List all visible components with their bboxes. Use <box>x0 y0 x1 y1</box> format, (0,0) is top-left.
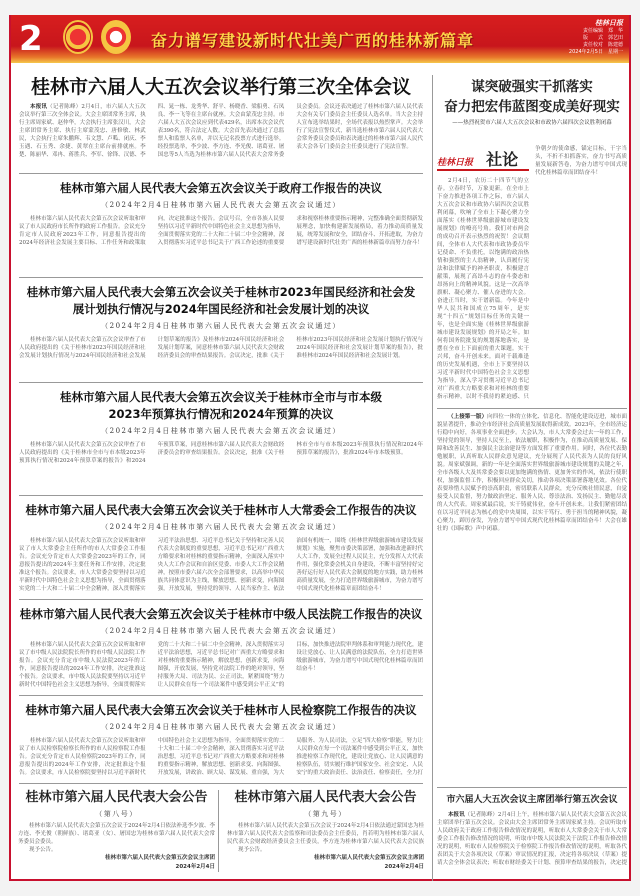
divider <box>19 599 423 600</box>
presidium-text: （记者陈峰）2月4日上午，桂林市第六届人民代表大会第五次会议主席团举行第五次会议。会议由大会主席团常务主席周家斌主持。会议听取市人民政府关于政府工作报告修改情况的说明，听取市人大常委会关于市人大常委会工作报告修改情况的说明，听取市中级人民法院关于法院工作报告修改情况的说明，听取市人民检察院关于检察院工作报告修改情况的说明，听取各代表团关于大会各项决议（草案）审议情况的汇报，决定将各项决议（草案）提请大会全体会议表决；听取市财经委关于计划、预算审查结果的报告，决定提 <box>437 812 627 866</box>
divider <box>19 783 423 784</box>
editorial-title-line1: 谋突破强实干抓落实 <box>471 79 593 95</box>
credit-proofreader: 责任校对 陈建德 <box>582 42 623 48</box>
announcement-number: （第八号） <box>95 810 138 818</box>
resolution-procuratorate-body: 桂林市第六届人民代表大会第五次会议听取和审议了市人民检察院检察长所作的市人民检察院工作报告。会议充分肯定市人民检察院2023年的工作，同意报告提出的2024年工作安排，决定批准这个报告。会议要求，市人民检察院要坚持以习近平新时代中国特色社会主义思想为指导，全面贯彻落实党的二十大和二十届二中全会精神，深入贯彻落实习近平法治思想，习近平总书记对广西重大方略要求和对桂林的重要指示精神，解放思想、创新求变、向海图强、开放发展，讲政治、顾大局、谋发展、重自强，为大局服务、为人民司法，立足“四大检察”职能，努力让人民群众在每一个司法案件中感受到公平正义，加快推进检察工作现代化，建设让党放心、让人民满意的检察队伍，切实履行维护国家安全、社会安定、人民安宁的重大政治责任、法治责任、检察责任，全力打 <box>19 738 423 776</box>
page-number: 2 <box>19 19 43 59</box>
announcement-no-8 <box>15 790 219 872</box>
paper-logo: 桂林日报 <box>595 18 623 27</box>
resolution-government-report-subtitle: （2024年2月4日桂林市第六届人民代表大会第五次会议通过） <box>101 201 341 209</box>
announcement-title: 桂林市第六届人民代表大会公告 <box>25 790 208 805</box>
right-column-lower <box>437 413 627 867</box>
lead-text: （记者陈峰）2月4日，市六届人大五次会议举行第三次全体会议。大会主席团常务主席，执行主席周家斌、赵仲华，大会执行主席张汉川，大会主席团常务主席、执行主席蒙茂忠、唐修敏、林武民，大会执行主席朱鹏辉、韦文慧、卢呱、闭庆、李玉遇、石玉秀、余捷、黄翠在主席台前排就座。李楚、陈丽华、邓冉、蒋胜兵、李军、徐锋、汉德、李四、晁一栋、龙秀华、舒平、杨晓香、梁船勇、石凤良、李一飞等在主席台就座。大会由蒙茂忠主持。市六届人大五次会议应到代表429名，出席本次会议代表390名，符合法定人数。大会首先表决通过了总监票人和监票人名单，并以无记名投票方式进行选举。经投票选举，李少波、李方连、李光俊、诸葛亚、屠国忠等5人当选为桂林市第六届人民代表大会常务委员会委员。会议还表决通过了桂林市第六届人民代表大会有关专门委员会主任委员人选名单。当大会主持人宣布选举结果时，全场代表报以热烈掌声。大会举行了宪法宣誓仪式，新当选桂林市第六届人民代表大会常务委员会委员和表决通过的桂林市第六届人民代表大会各专门委员会主任委员进行了宪法宣誓。 <box>19 104 423 158</box>
editorial-continuation: 争朝夕的使命感，锚定目标，干字当头，不折不扣抓落实，奋力书写高质量发展新答卷，为奋力谱写中国式现代化桂林篇章而团结奋斗！ <box>535 146 627 176</box>
column-divider <box>432 75 433 881</box>
announcement-title: 桂林市第六届人民代表大会公告 <box>234 790 417 805</box>
resolution-intermediate-court-title: 桂林市第六届人民代表大会第五次会议关于桂林市中级人民法院工作报告的决议 <box>19 607 423 621</box>
divider <box>19 695 423 696</box>
resolution-development-plan-title: 桂林市第六届人民代表大会第五次会议关于桂林市2023年国民经济和社会发展计划执行情况与2024年国民经济和社会发展计划的决议 <box>26 285 416 316</box>
masthead-meta <box>569 18 623 56</box>
paper-brand: 桂林日报 <box>437 158 474 168</box>
continued-article <box>437 413 627 781</box>
announcement-date: 2024年2月4日 <box>175 864 215 870</box>
announcement-closing: 现予公告。 <box>29 847 57 853</box>
cppcc-emblem-icon <box>101 20 131 54</box>
divider <box>19 382 423 383</box>
divider <box>19 173 423 174</box>
lead-headline: 桂林市六届人大五次会议举行第三次全体会议 <box>30 76 411 98</box>
editorial-subtitle: ——热烈祝贺市六届人大五次会议和市政协六届四次会议胜利闭幕 <box>452 120 612 126</box>
resolution-procuratorate-title: 桂林市第六届人民代表大会第五次会议关于桂林市人民检察院工作报告的决议 <box>25 703 417 717</box>
resolution-intermediate-court-subtitle: （2024年2月4日桂林市第六届人民代表大会第五次会议通过） <box>101 627 341 635</box>
credit-editor: 责任编辑 郑 华 <box>582 28 623 34</box>
resolution-budget-subtitle: （2024年2月4日桂林市第六届人民代表大会第五次会议通过） <box>101 427 341 435</box>
newspaper-page <box>9 15 631 881</box>
editorial <box>437 77 627 400</box>
editorial-label-block <box>437 147 529 171</box>
masthead <box>11 15 629 63</box>
announcement-body: 桂林市第六届人民代表大会第五次会议于2024年2月4日依法通过蒙国忠为桂林市第六届人民代表大会监察和司法委员会主任委员，肖若明为桂林市第六届人民代表大会财政经济委员会主任委员，李方连为桂林市第六届人民代表大会民族 <box>227 823 424 845</box>
resolution-development-plan-body: 桂林市第六届人民代表大会第五次会议审查了市人民政府提出的《关于桂林市2023年国民经济和社会发展计划执行情况与2024年国民经济和社会发展计划草案的报告》及桂林市2024年国民经济和社会发展计划草案，同意桂林市第六届人民代表大会财政经济委员会的审查结果报告。会议决定，批准《关于桂林市2023年国民经济和社会发展计划执行情况与2024年国民经济和社会发展计划草案的报告》，批准桂林市2024年国民经济和社会发展计划。 <box>19 337 423 359</box>
editorial-label: 社论 <box>486 150 519 169</box>
resolution-budget-body: 桂林市第六届人民代表大会第五次会议审查了市人民政府提出的《关于桂林市全市与市本级2023年预算执行情况和2024年预算草案的报告》和2024年预算草案，同意桂林市第六届人民代表大会财政经济委员会的审查结果报告。会议决定，批准《关于桂林市全市与市本级2023年预算执行情况和2024年预算草案的报告》，批准2024年市本级预算。 <box>19 442 423 464</box>
announcement-no-9 <box>219 790 427 872</box>
announcement-closing: 现予公告。 <box>238 847 266 853</box>
left-column <box>15 75 427 872</box>
resolution-budget-title: 桂林市第六届人民代表大会第五次会议关于桂林市全市与市本级2023年预算执行情况和2024年预算的决议 <box>60 390 382 421</box>
presidium-body <box>437 811 627 867</box>
editorial-title-line2: 奋力把宏伟蓝图变成美好现实 <box>444 99 620 115</box>
announcements <box>15 790 427 872</box>
masthead-title: 奋力谱写建设新时代壮美广西的桂林新篇章 <box>151 31 475 50</box>
resolution-npc-standing-committee-title: 桂林市第六届人民代表大会第五次会议关于桂林市人大常委会工作报告的决议 <box>25 503 417 517</box>
announcement-signer: 桂林市第六届人民代表大会第五次会议主席团 <box>104 855 215 861</box>
divider <box>437 787 627 788</box>
announcement-date: 2024年2月4日 <box>384 864 424 870</box>
announcement-body: 桂林市第六届人民代表大会第五次会议于2024年2月4日依法补选李少波、李方连、李光俊（朝鲜族）、诸葛亚（女）、屠国忠为桂林市第六届人民代表大会常务委员会委员。 <box>18 823 215 845</box>
resolution-intermediate-court-body: 桂林市第六届人民代表大会第五次会议听取和审议了市中级人民法院院长所作的市中级人民法院工作报告。会议充分肯定市中级人民法院2023年的工作，同意报告提出的2024年工作安排，决定批准这个报告。会议要求，市中级人民法院要坚持以习近平新时代中国特色社会主义思想为指导，全面贯彻落实党的二十大和二十届二中全会精神，深入贯彻落实习近平法治思想，习近平总书记对广西重大方略要求和对桂林的重要指示精神，解放思想，创新求变，向海图强，开放发展，坚持党对法院工作的绝对领导，坚持服务大局、司法为民、公正司法，紧紧围绕“努力让人民群众在每一个司法案件中感受到公平正义”的目标，加快推进法院审判体系和审判能力现代化，建设让党放心、让人民满意的法院队伍，全力打造世界级旅游城市，为奋力谱写中国式现代化桂林篇章而团结奋斗！ <box>19 642 423 688</box>
resolution-government-report-title: 桂林市第六届人民代表大会第五次会议关于政府工作报告的决议 <box>60 181 382 195</box>
resolution-procuratorate-subtitle: （2024年2月4日桂林市第六届人民代表大会第五次会议通过） <box>101 723 341 731</box>
resolution-npc-standing-committee-subtitle: （2024年2月4日桂林市第六届人民代表大会第五次会议通过） <box>101 523 341 531</box>
divider <box>19 495 423 496</box>
announcement-signer: 桂林市第六届人民代表大会第五次会议主席团 <box>313 855 424 861</box>
continued-text: 向四位一体的立体化、信息化、智能化建设迈进，城市面貌显著提升，推动全市经济社会高质量发展取得新成效。2023年，全市经济运行稳中向好，各项事业全面进步。大会认为，市人大常委会过去一年的工作，坚持党的领导，坚持人民至上，依法履职，积极作为，在推动高质量发展、保障和改善民生、加强民主法治建设等方面发挥了重要作用。同时，各位代表勤勉履职，认真听取人民群众意见建议，充分展现了人民代表为人民的良好风貌。周家斌强调，新的一年是全面落实世界级旅游城市建设规划的关键之年，全市各级人大及其常委会要以更加饱满的热情、更加务实的作风，依法行使职权，加强监督工作，积极回应群众关切，推动各项决策部署落地见效。各位代表要珍惜人民赋予的崇高职责，密切联系人民群众，充分反映社情民意，自觉接受人民监督，努力做政治坚定、服务人民、尊崇法治、发扬民主、勤勉尽责的人大代表。周家斌最后说，实干铸就伟业，奋斗开创未来。让我们紧密团结在以习近平同志为核心的党中央周围，以实干笃行、勇于担当的精神风貌，凝心聚力，踔厉奋发，为奋力谱写中国式现代化桂林篇章而团结奋斗！大会在雄壮的《国际歌》声中闭幕。 <box>437 414 627 532</box>
dateline: 本报讯 <box>30 104 48 110</box>
editorial-body-col2 <box>535 145 627 401</box>
dateline: 本报讯 <box>448 812 465 818</box>
editorial-body-col1: 2月4日，农历二十四节气的立春。立春时节，万象更新。在全市上下奋力推进各项工作之际，市六届人大五次会议和市政协六届四次会议胜利闭幕，吹响了全市上下凝心聚力全面落实《桂林世界级旅游城市建设发展规划》的嘹亮号角。我们对市两会的成功召开表示热烈的祝贺！会议期间，全体市人大代表和市政协委员牢记使命、不负重托，以饱满的政治热情和强烈的主人翁精神，认真履行宪法和法律赋予的神圣职责，积极建言献策，展现了高昂斗志的奋斗姿态和昂扬向上的精神风貌。这是一次高举旗帜、凝心聚力、催人奋进的大会。奋进正当时，实干谱新篇。今年是中华人民共和国成立75周年，是实现“十四五”规划目标任务的关键一年，也是全面实施《桂林世界级旅游城市建设发展规划》的开局之年。如何将国务院批复的规划落地落实，是摆在全市上下面前的重大课题。实干兴邦，奋斗开创未来。面对千载难逢的历史发展机遇，全市上下要坚持以习近平新时代中国特色社会主义思想为指导，深入学习贯彻习近平总书记对广西重大方略要求和对桂林的重要指示精神，以时不我待的紧迫感、只 <box>437 178 529 400</box>
presidium-headline: 市六届人大五次会议主席团举行第五次会议 <box>446 795 618 805</box>
issue-date: 2024年2月5日 星期一 <box>568 49 623 55</box>
national-emblem-icon <box>63 20 93 54</box>
resolution-npc-standing-committee-body: 桂林市第六届人民代表大会第五次会议听取和审议了市人大常委会主任所作的市人大常委会工作报告。会议充分肯定市人大常委会2023年的工作，同意报告提出的2024年主要任务和工作安排，决定批准这个报告。会议要求，市人大常委会要坚持以习近平新时代中国特色社会主义思想为指导，全面贯彻落实党的二十大和二十届二中全会精神，深入贯彻落实习近平法治思想、习近平总书记关于坚持和完善人民代表大会制度的重要思想，习近平总书记对广西重大方略要求和对桂林的重要指示精神，全面深入落实中央人大工作会议和自治区党委、市委人大工作会议精神，按照市委六届六次全会部署要求，以高举中华民族共同体意识为主线，解放思想、创新求变，向海图强，开放发展，坚持党的领导、人民当家作主、依法治国有机统一，围绕《桂林世界级旅游城市建设发展规划》实施，聚焦市委决策部署，加强和改进新时代人大工作，发展全过程人民民主，充分发挥人大代表作用，强化常委会机关自身建设，不断丰富坚持好完善好运行好人民代表大会制度的地方实践，助力桂林高质量发展，全力打造世界级旅游城市，为奋力谱写中国式现代化桂林篇章而团结奋斗！ <box>19 538 423 592</box>
announcement-number: （第九号） <box>304 810 347 818</box>
continued-label: （上接第一版） <box>448 414 488 420</box>
lead-article-body <box>19 103 423 167</box>
divider <box>19 277 423 278</box>
resolution-development-plan-subtitle: （2024年2月4日桂林市第六届人民代表大会第五次会议通过） <box>101 322 341 330</box>
credit-layout: 版 式 郭艺田 <box>582 35 623 41</box>
divider <box>437 408 627 409</box>
resolution-government-report-body: 桂林市第六届人民代表大会第五次会议听取和审议了市人民政府市长所作的政府工作报告。会议充分肯定市人民政府2023年工作，同意报告提出的2024年经济社会发展主要目标、工作任务和政策取向，决定批准这个报告。会议号召，全市各族人民要坚持以习近平新时代中国特色社会主义思想为指导，全面贯彻落实党的二十大和二十届二中全会精神，深入贯彻落实习近平总书记关于广西工作论述的重要要求和视察桂林重要指示精神，完整准确全面贯彻新发展理念，加快构建新发展格局，着力推动高质量发展，统筹发展和安全，团结奋斗、开拓进取，为奋力谱写建设新时代壮美广西的桂林新篇章而努力奋斗！ <box>19 216 423 246</box>
